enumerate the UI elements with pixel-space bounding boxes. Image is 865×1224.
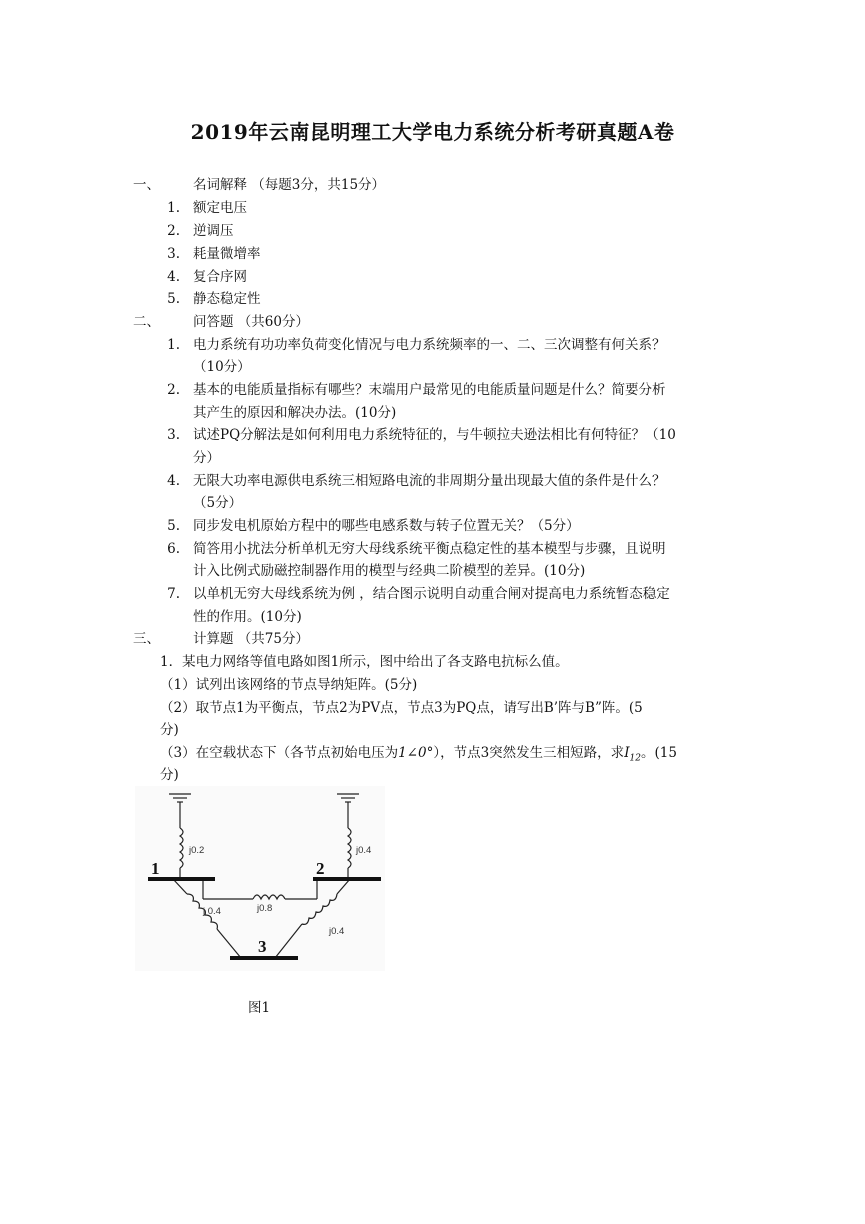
figure-caption: 图1 (248, 1000, 271, 1016)
section3-title: 计算题 （共75分） (193, 631, 309, 647)
reactance-label: j0.8 (257, 903, 273, 914)
bus-3 (230, 956, 298, 960)
section2-number: 二、 (133, 314, 160, 330)
page-title: 2019年云南昆明理工大学电力系统分析考研真题A卷 (190, 120, 675, 144)
voltage-expression: 1∠0° (398, 745, 434, 761)
current-symbol: $I_{12}$ (624, 745, 641, 764)
section2-title: 问答题 （共60分） (193, 314, 309, 330)
section3-number: 三、 (133, 631, 160, 647)
section1-number: 一、 (133, 177, 160, 193)
reactance-label: j0.2 (189, 845, 205, 856)
reactance-label: j0.4 (329, 926, 345, 937)
node-label-3: 3 (258, 937, 267, 956)
section1-title: 名词解释 （每题3分，共15分） (193, 177, 386, 193)
reactance-label: j0.4 (356, 845, 372, 856)
circuit-diagram (135, 786, 385, 971)
node-label-1: 1 (151, 859, 160, 878)
node-label-2: 2 (316, 859, 325, 878)
reactance-label: j 0.4 (203, 906, 221, 917)
